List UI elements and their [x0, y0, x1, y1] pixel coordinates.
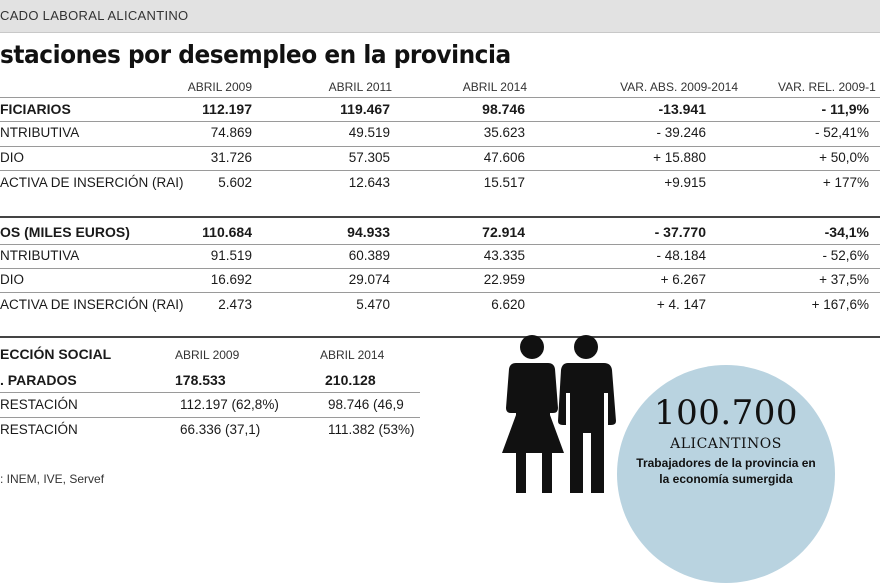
- col-header-2014: ABRIL 2014: [462, 80, 527, 94]
- row-label: NTRIBUTIVA: [0, 248, 80, 263]
- cell-2014: 98.746: [482, 101, 525, 117]
- row-label: OS (MILES EUROS): [0, 224, 130, 240]
- cell-var-abs: - 37.770: [654, 224, 706, 240]
- divider: [0, 292, 880, 293]
- callout-number: 100.700: [653, 393, 799, 433]
- cell-var-rel: - 52,6%: [822, 248, 869, 263]
- cell-var-rel: - 11,9%: [821, 101, 869, 117]
- table-row: [0, 272, 880, 294]
- cell-2009: 5.602: [218, 175, 252, 190]
- col-header-2009: ABRIL 2009: [187, 80, 252, 94]
- cell-2011: 5.470: [356, 297, 390, 312]
- cell-var-abs: - 39.246: [656, 125, 706, 140]
- cell-2009: 178.533: [175, 372, 226, 388]
- row-label: ACTIVA DE INSERCIÓN (RAI): [0, 175, 184, 190]
- cell-2011: 12.643: [348, 175, 390, 190]
- divider: [0, 268, 880, 269]
- divider: [0, 97, 880, 98]
- cell-2009: 110.684: [202, 224, 252, 240]
- cell-2014: 111.382 (53%): [328, 422, 415, 437]
- divider: [0, 170, 880, 171]
- callout-label: ALICANTINOS: [670, 436, 782, 452]
- cell-2014: 72.914: [482, 224, 525, 240]
- row-label: DIO: [0, 272, 25, 287]
- cell-var-rel: -34,1%: [824, 224, 869, 240]
- table-row: [0, 150, 880, 172]
- divider: [0, 392, 420, 393]
- section-divider: [0, 216, 880, 218]
- row-label: RESTACIÓN: [0, 397, 78, 412]
- callout-description: [617, 455, 835, 487]
- cell-2011: 29.074: [348, 272, 390, 287]
- cell-2011: 94.933: [347, 224, 390, 240]
- cell-2009: 66.336 (37,1): [180, 422, 261, 437]
- callout-desc-line2: la economía sumergida: [659, 472, 793, 486]
- table-row: [0, 125, 880, 147]
- row-label: NTRIBUTIVA: [0, 125, 80, 140]
- cell-var-rel: + 177%: [822, 175, 869, 190]
- section-divider: [0, 336, 880, 338]
- cell-var-abs: - 48.184: [656, 248, 706, 263]
- cell-2014: 43.335: [483, 248, 525, 263]
- row-label: RESTACIÓN: [0, 422, 78, 437]
- col-header-var-abs: VAR. ABS. 2009-2014: [620, 80, 738, 94]
- cell-var-abs: +9.915: [664, 175, 706, 190]
- source-note: : INEM, IVE, Servef: [0, 472, 105, 486]
- table-row: [0, 175, 880, 197]
- cell-2014: 22.959: [483, 272, 525, 287]
- col-header-2014: ABRIL 2014: [320, 348, 385, 362]
- row-label: DIO: [0, 150, 25, 165]
- table-header: [0, 346, 880, 368]
- table-row: [0, 101, 880, 123]
- cell-2009: 2.473: [218, 297, 252, 312]
- cell-2014: 98.746 (46,9: [328, 397, 404, 412]
- table-row: [0, 297, 880, 319]
- people-icon: [498, 333, 622, 495]
- cell-2014: 35.623: [483, 125, 525, 140]
- cell-2011: 49.519: [348, 125, 390, 140]
- cell-2014: 6.620: [491, 297, 525, 312]
- cell-var-rel: + 167,6%: [811, 297, 869, 312]
- cell-var-abs: -13.941: [658, 101, 706, 117]
- table-row: [0, 224, 880, 246]
- table-row: [0, 248, 880, 270]
- divider: [0, 417, 420, 418]
- cell-2014: 15.517: [483, 175, 525, 190]
- cell-2014: 210.128: [325, 372, 376, 388]
- table3-title: ECCIÓN SOCIAL: [0, 346, 112, 362]
- row-label: FICIARIOS: [0, 101, 71, 117]
- row-label: . PARADOS: [0, 372, 77, 388]
- divider: [0, 244, 880, 245]
- cell-2011: 57.305: [348, 150, 390, 165]
- cell-2011: 60.389: [348, 248, 390, 263]
- cell-2009: 31.726: [210, 150, 252, 165]
- cell-2011: 119.467: [340, 101, 390, 117]
- cell-var-rel: + 50,0%: [819, 150, 869, 165]
- cell-2009: 91.519: [210, 248, 252, 263]
- cell-2009: 112.197: [202, 101, 252, 117]
- cell-var-rel: - 52,41%: [814, 125, 869, 140]
- page-title: staciones por desempleo en la provincia: [0, 40, 511, 69]
- cell-2009: 16.692: [210, 272, 252, 287]
- col-header-2011: ABRIL 2011: [328, 80, 392, 94]
- cell-var-abs: + 4. 147: [656, 297, 706, 312]
- cell-var-abs: + 6.267: [660, 272, 706, 287]
- section-bar: [0, 0, 880, 33]
- cell-2014: 47.606: [483, 150, 525, 165]
- callout-desc-line1: Trabajadores de la provincia en: [636, 456, 816, 470]
- section-label: CADO LABORAL ALICANTINO: [0, 8, 189, 23]
- cell-2009: 112.197 (62,8%): [180, 397, 279, 412]
- divider: [0, 146, 880, 147]
- cell-2009: 74.869: [210, 125, 252, 140]
- divider: [0, 121, 880, 122]
- row-label: ACTIVA DE INSERCIÓN (RAI): [0, 297, 184, 312]
- cell-var-abs: + 15.880: [653, 150, 706, 165]
- cell-var-rel: + 37,5%: [819, 272, 869, 287]
- col-header-2009: ABRIL 2009: [175, 348, 240, 362]
- table-header: [0, 80, 880, 102]
- col-header-var-rel: VAR. REL. 2009-1: [778, 80, 876, 94]
